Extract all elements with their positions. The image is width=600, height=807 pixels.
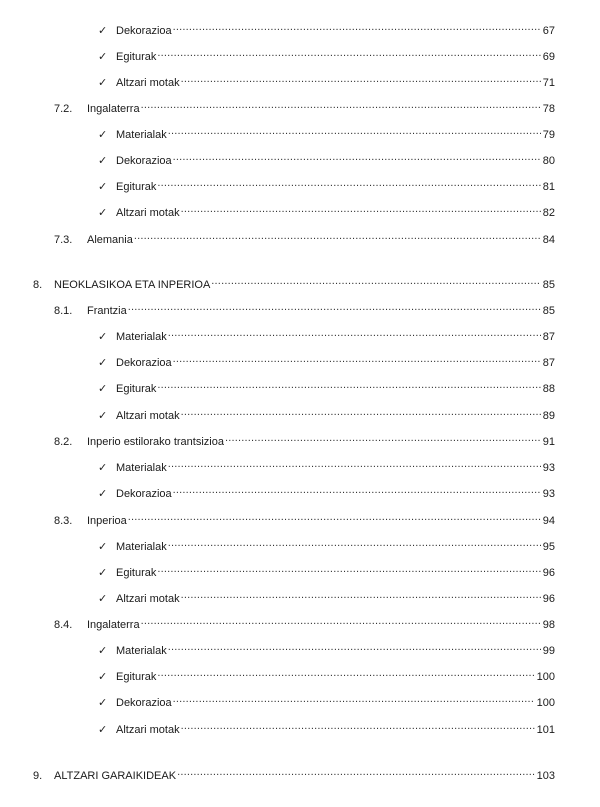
dot-leader [181,72,541,86]
dot-leader [168,124,541,138]
toc-page-number: 98 [542,619,555,631]
dot-leader [157,176,540,190]
dot-leader [157,378,540,392]
checkmark-icon: ✓ [98,541,108,553]
toc-subsection-entry[interactable] [98,72,555,89]
toc-entry-label: NEOKLASIKOA ETA INPERIOA [54,279,211,291]
toc-page-number: 69 [542,51,555,63]
checkmark-icon: ✓ [98,410,108,422]
toc-section-entry[interactable] [54,229,555,246]
toc-entry-label: Egiturak [116,51,157,63]
toc-page-number: 78 [542,103,555,115]
checkmark-icon: ✓ [98,77,108,89]
checkmark-icon: ✓ [98,724,108,736]
toc-page-number: 81 [542,181,555,193]
toc-entry-label: Dekorazioa [116,488,172,500]
toc-page-number: 87 [542,357,555,369]
toc-page-number: 96 [542,567,555,579]
toc-entry-label: Materialak [116,331,167,343]
dot-leader [141,98,541,112]
dot-leader [168,326,541,340]
dot-leader [141,614,541,628]
toc-entry-number: 8.4. [54,619,73,631]
toc-entry-label: Egiturak [116,181,157,193]
dot-leader [211,274,540,288]
dot-leader [134,229,541,243]
toc-entry-number: 9. [33,770,43,782]
toc-chapter-entry[interactable] [33,274,555,291]
toc-page-number: 79 [542,129,555,141]
toc-entry-label: Altzari motak [116,410,180,422]
toc-section-entry[interactable] [54,431,555,448]
toc-page-number: 100 [536,697,555,709]
toc-page-number: 67 [542,25,555,37]
toc-subsection-entry[interactable] [98,483,555,500]
toc-entry-number: 8. [33,279,43,291]
dot-leader [173,692,535,706]
toc-page-number: 101 [536,724,555,736]
toc-subsection-entry[interactable] [98,562,555,579]
toc-page-number: 85 [542,279,555,291]
checkmark-icon: ✓ [98,25,108,37]
dot-leader [225,431,541,445]
dot-leader [168,457,541,471]
checkmark-icon: ✓ [98,462,108,474]
toc-page-number: 80 [542,155,555,167]
toc-page-number: 71 [542,77,555,89]
dot-leader [157,666,534,680]
toc-subsection-entry[interactable] [98,202,555,219]
toc-page-number: 93 [542,462,555,474]
toc-page-number: 100 [536,671,555,683]
toc-subsection-entry[interactable] [98,536,555,553]
toc-page-number: 88 [542,383,555,395]
toc-subsection-entry[interactable] [98,20,555,37]
toc-page-number: 91 [542,436,555,448]
toc-chapter-entry[interactable] [33,765,555,782]
toc-page-number: 85 [542,305,555,317]
dot-leader [128,510,541,524]
toc-entry-label: Materialak [116,462,167,474]
toc-subsection-entry[interactable] [98,719,555,736]
toc-page-number: 95 [542,541,555,553]
dot-leader [128,300,541,314]
toc-entry-label: Egiturak [116,671,157,683]
checkmark-icon: ✓ [98,567,108,579]
toc-entry-number: 8.3. [54,515,73,527]
toc-page-number: 93 [542,488,555,500]
toc-subsection-entry[interactable] [98,176,555,193]
toc-entry-number: 8.2. [54,436,73,448]
dot-leader [168,640,541,654]
toc-subsection-entry[interactable] [98,326,555,343]
dot-leader [173,483,541,497]
checkmark-icon: ✓ [98,697,108,709]
toc-page-number: 99 [542,645,555,657]
toc-entry-label: Dekorazioa [116,357,172,369]
dot-leader [181,405,541,419]
dot-leader [168,536,541,550]
toc-entry-label: Materialak [116,541,167,553]
checkmark-icon: ✓ [98,155,108,167]
checkmark-icon: ✓ [98,488,108,500]
checkmark-icon: ✓ [98,383,108,395]
toc-entry-number: 7.3. [54,234,73,246]
dot-leader [157,46,540,60]
toc-entry-label: Materialak [116,129,167,141]
toc-subsection-entry[interactable] [98,124,555,141]
toc-subsection-entry[interactable] [98,588,555,605]
toc-entry-label: Alemania [87,234,133,246]
checkmark-icon: ✓ [98,129,108,141]
toc-entry-label: Egiturak [116,567,157,579]
dot-leader [181,719,535,733]
toc-entry-label: Inperio estilorako trantsizioa [87,436,224,448]
toc-entry-label: Dekorazioa [116,155,172,167]
dot-leader [177,765,535,779]
toc-subsection-entry[interactable] [98,692,555,709]
toc-subsection-entry[interactable] [98,457,555,474]
toc-subsection-entry[interactable] [98,150,555,167]
checkmark-icon: ✓ [98,593,108,605]
dot-leader [181,202,541,216]
toc-page-number: 84 [542,234,555,246]
toc-entry-label: Dekorazioa [116,697,172,709]
toc-entry-label: Altzari motak [116,77,180,89]
toc-entry-number: 7.2. [54,103,73,115]
dot-leader [173,20,541,34]
checkmark-icon: ✓ [98,645,108,657]
toc-section-entry[interactable] [54,510,555,527]
toc-entry-number: 8.1. [54,305,73,317]
toc-section-entry[interactable] [54,614,555,631]
checkmark-icon: ✓ [98,51,108,63]
toc-subsection-entry[interactable] [98,46,555,63]
toc-entry-label: Inperioa [87,515,127,527]
checkmark-icon: ✓ [98,207,108,219]
toc-section-entry[interactable] [54,300,555,317]
toc-entry-label: ALTZARI GARAIKIDEAK [54,770,177,782]
toc-entry-label: Ingalaterra [87,103,140,115]
checkmark-icon: ✓ [98,357,108,369]
toc-subsection-entry[interactable] [98,378,555,395]
toc-entry-label: Frantzia [87,305,127,317]
dot-leader [157,562,540,576]
toc-subsection-entry[interactable] [98,352,555,369]
dot-leader [173,352,541,366]
toc-page-number: 87 [542,331,555,343]
checkmark-icon: ✓ [98,331,108,343]
toc-entry-label: Dekorazioa [116,25,172,37]
toc-entry-label: Ingalaterra [87,619,140,631]
checkmark-icon: ✓ [98,181,108,193]
toc-entry-label: Materialak [116,645,167,657]
toc-page-number: 82 [542,207,555,219]
toc-section-entry[interactable] [54,98,555,115]
dot-leader [173,150,541,164]
checkmark-icon: ✓ [98,671,108,683]
toc-entry-label: Altzari motak [116,593,180,605]
toc-page-number: 103 [536,770,555,782]
toc-entry-label: Egiturak [116,383,157,395]
dot-leader [181,588,541,602]
toc-entry-label: Altzari motak [116,724,180,736]
toc-page-number: 96 [542,593,555,605]
toc-entry-label: Altzari motak [116,207,180,219]
toc-page-number: 94 [542,515,555,527]
toc-page-number: 89 [542,410,555,422]
toc-subsection-entry[interactable] [98,405,555,422]
toc-subsection-entry[interactable] [98,666,555,683]
toc-subsection-entry[interactable] [98,640,555,657]
